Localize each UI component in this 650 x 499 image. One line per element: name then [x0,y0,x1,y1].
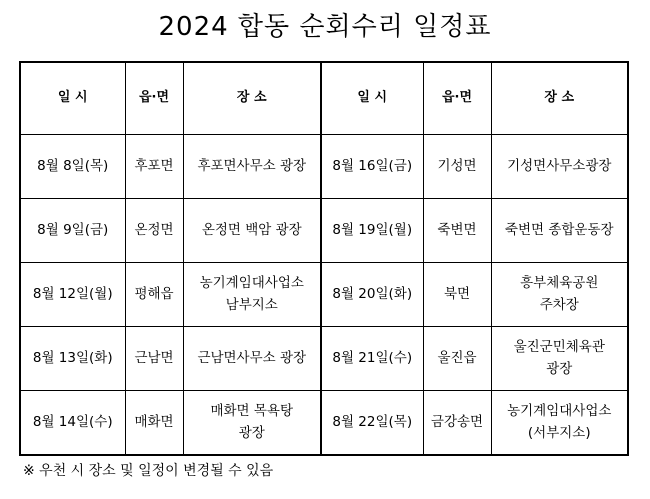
table-header-row [20,62,628,135]
town-cell: 매화면 [125,391,183,456]
date-cell: 8월 12일(월) [20,263,125,327]
town-cell: 기성면 [423,135,491,199]
date-cell: 8월 21일(수) [321,327,423,391]
town-cell: 북면 [423,263,491,327]
header-place-right: 장 소 [491,62,628,135]
header-date-left: 일 시 [20,62,125,135]
town-cell: 금강송면 [423,391,491,456]
schedule-table [19,61,629,456]
place-cell: 울진군민체육관 광장 [491,327,628,391]
place-cell: 매화면 목욕탕 광장 [183,391,321,456]
place-cell: 근남면사무소 광장 [183,327,321,391]
place-cell: 농기계임대사업소 (서부지소) [491,391,628,456]
place-cell: 죽변면 종합운동장 [491,199,628,263]
place-cell: 온정면 백암 광장 [183,199,321,263]
date-cell: 8월 9일(금) [20,199,125,263]
town-cell: 울진읍 [423,327,491,391]
place-cell: 기성면사무소광장 [491,135,628,199]
date-cell: 8월 19일(월) [321,199,423,263]
date-cell: 8월 8일(목) [20,135,125,199]
page-title: 2024 합동 순회수리 일정표 [158,12,492,42]
date-cell: 8월 16일(금) [321,135,423,199]
date-cell: 8월 22일(목) [321,391,423,456]
table-row [20,327,628,391]
date-cell: 8월 13일(화) [20,327,125,391]
town-cell: 죽변면 [423,199,491,263]
town-cell: 평해읍 [125,263,183,327]
place-cell: 농기계임대사업소 남부지소 [183,263,321,327]
header-date-right: 일 시 [321,62,423,135]
table-row [20,135,628,199]
place-cell: 흥부체육공원 주차장 [491,263,628,327]
date-cell: 8월 20일(화) [321,263,423,327]
footnote: ※ 우천 시 장소 및 일정이 변경될 수 있음 [23,463,274,479]
place-cell: 후포면사무소 광장 [183,135,321,199]
table-row [20,199,628,263]
town-cell: 근남면 [125,327,183,391]
header-town-right: 읍·면 [423,62,491,135]
table-row [20,263,628,327]
header-place-left: 장 소 [183,62,321,135]
town-cell: 후포면 [125,135,183,199]
table-row [20,391,628,456]
town-cell: 온정면 [125,199,183,263]
date-cell: 8월 14일(수) [20,391,125,456]
header-town-left: 읍·면 [125,62,183,135]
